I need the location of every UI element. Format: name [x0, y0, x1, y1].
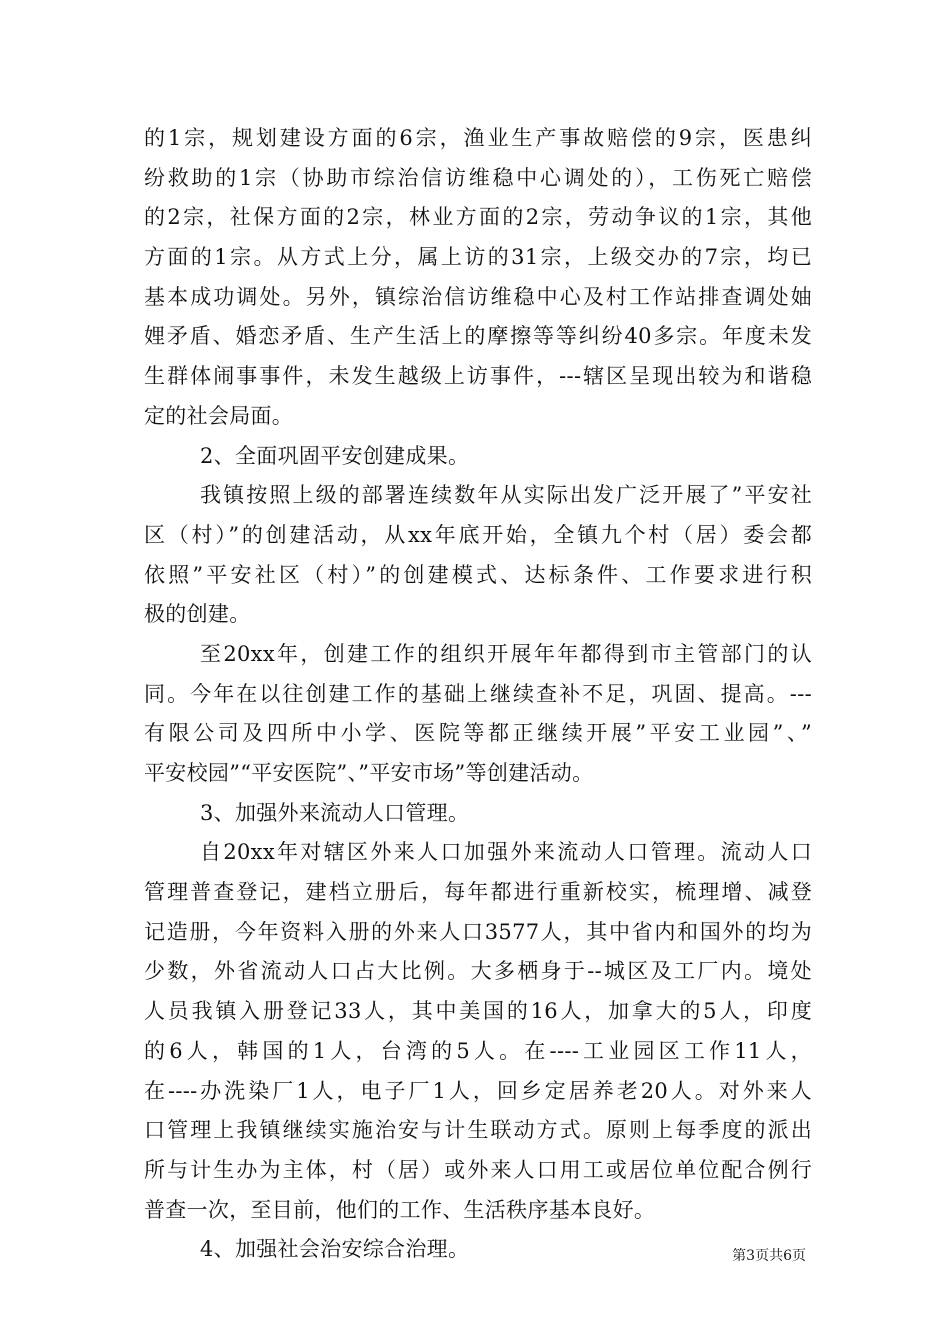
text-line: 基本成功调处。另外，镇综治信访维稳中心及村工作站排查调处妯 [144, 284, 812, 309]
text-line: 少数，外省流动人口占大比例。大多栖身于--城区及工厂内。境处 [144, 959, 812, 984]
text-line: 口管理上我镇继续实施治安与计生联动方式。原则上每季度的派出 [144, 1118, 812, 1143]
text-line: 有限公司及四所中小学、医院等都正继续开展”平安工业园”、” [144, 721, 812, 746]
text-line: 方面的1宗。从方式上分，属上访的31宗，上级交办的7宗，均已 [144, 245, 812, 270]
text-line: 纷救助的1宗（协助市综治信访维稳中心调处的），工伤死亡赔偿 [144, 165, 812, 190]
text-line: 的1宗，规划建设方面的6宗，渔业生产事故赔偿的9宗，医患纠 [144, 126, 812, 150]
text-line: 至20xx年，创建工作的组织开展年年都得到市主管部门的认 [200, 641, 812, 666]
body-text [144, 119, 812, 1270]
text-line: 区（村）”的创建活动，从xx年底开始，全镇九个村（居）委会都 [144, 522, 812, 547]
section-heading: 4、加强社会治安综合治理。 [200, 1237, 470, 1262]
text-line: 依照”平安社区（村）”的创建模式、达标条件、工作要求进行积 [144, 562, 812, 587]
text-line: 生群体闹事事件，未发生越级上访事件，---辖区呈现出较为和谐稳 [144, 364, 812, 389]
text-line: 的6人，韩国的1人，台湾的5人。在----工业园区工作11人， [144, 1038, 812, 1063]
text-line: 管理普查登记，建档立册后，每年都进行重新校实，梳理增、减登 [144, 880, 812, 905]
text-line: 在----办洗染厂1人，电子厂1人，回乡定居养老20人。对外来人 [144, 1078, 812, 1103]
text-line: 定的社会局面。 [144, 403, 294, 428]
page-number-footer: 第3页共6页 [732, 1248, 806, 1264]
text-line: 娌矛盾、婚恋矛盾、生产生活上的摩擦等等纠纷40多宗。年度未发 [144, 324, 812, 349]
text-line: 同。今年在以往创建工作的基础上继续查补不足，巩固、提高。--- [144, 681, 812, 706]
text-line: 我镇按照上级的部署连续数年从实际出发广泛开展了”平安社 [200, 483, 812, 508]
text-line: 自20xx年对辖区外来人口加强外来流动人口管理。流动人口 [200, 840, 812, 865]
text-line: 极的创建。 [144, 602, 251, 627]
text-line: 人员我镇入册登记33人，其中美国的16人，加拿大的5人，印度 [144, 999, 812, 1024]
text-line: 平安校园”“平安医院”、”平安市场”等创建活动。 [144, 761, 594, 785]
text-line: 所与计生办为主体，村（居）或外来人口用工或居位单位配合例行 [144, 1157, 812, 1182]
section-heading: 3、加强外来流动人口管理。 [200, 800, 470, 825]
text-line: 普查一次，至目前，他们的工作、生活秩序基本良好。 [144, 1197, 656, 1222]
text-line: 记造册，今年资料入册的外来人口3577人，其中省内和国外的均为 [144, 919, 812, 944]
section-heading: 2、全面巩固平安创建成果。 [200, 443, 470, 468]
text-line: 的2宗，社保方面的2宗，林业方面的2宗，劳动争议的1宗，其他 [144, 205, 812, 230]
